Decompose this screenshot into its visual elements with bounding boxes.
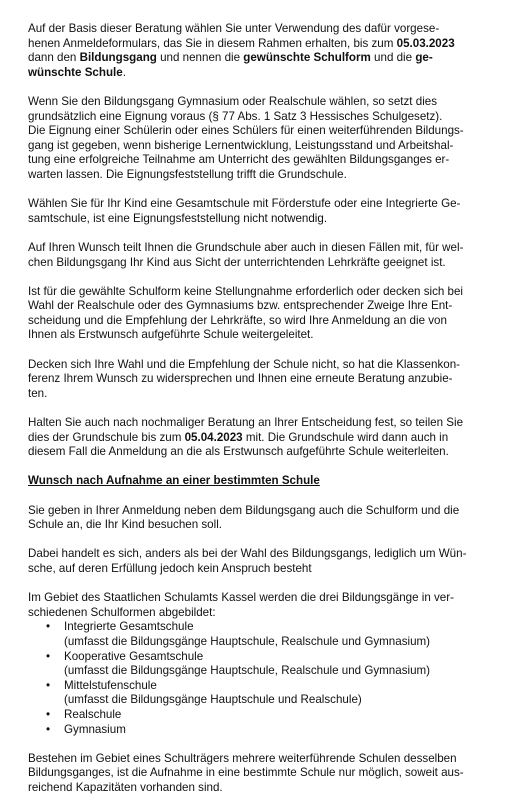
list-item [28,620,480,635]
bold-term: ge- [415,51,433,65]
text-line: Dabei handelt es sich, anders als bei der Wahl des Bildungsgangs, lediglich um Wün- [28,547,467,561]
text-line: Halten Sie auch nach nochmaliger Beratung an Ihrer Entscheidung fest, so teilen Sie [28,416,464,430]
list-item-title: Mittelstufenschule [64,678,157,692]
section-heading: Wunsch nach Aufnahme an einer bestimmten Schule [28,474,320,488]
paragraph-school-forms [28,591,480,620]
bold-term: wünschte Schule [28,65,123,79]
list-item [28,679,480,694]
text-line: warten lassen. Die Eignungsfeststellung trifft die Grundschule. [28,167,347,181]
text-line [28,51,480,66]
paragraph-request [28,241,480,270]
text-line: tung eine erfolgreiche Teilnahme am Unterricht des gewählten Bildungsganges er- [28,153,450,167]
text-line [28,37,480,52]
text-line: Schule an, die Ihr Kind besuchen soll. [28,518,222,532]
text-line: Ist für die gewählte Schulform keine Stellungnahme erforderlich oder decken sich bei [28,284,464,298]
paragraph-forwarding [28,285,480,343]
text-span: dies der Grundschule bis zum [28,430,185,444]
text-line: Sie geben in Ihrer Anmeldung neben dem Bildungsgang auch die Schulform und die [28,503,460,517]
bold-term: Bildungsgang [79,51,157,65]
text-span: und die [370,51,416,65]
text-line [28,431,480,446]
paragraph-capacity [28,752,480,795]
text-line: schiedenen Schulformen abgebildet: [28,605,216,619]
paragraph-conference [28,358,480,402]
list-item-title: Realschule [64,707,122,721]
paragraph-final-decision [28,416,480,460]
text-line: Wählen Sie für Ihr Kind eine Gesamtschule mit Förderstufe oder eine Integrierte Ge- [28,197,461,211]
list-item-note: (umfasst die Bildungsgänge Hauptschule, Realschule und Gymnasium) [64,634,431,648]
text-line: Im Gebiet des Staatlichen Schulamts Kassel werden die drei Bildungsgänge in ver- [28,591,454,605]
text-line: Bildungsganges, ist die Aufnahme in eine bestimmte Schule nur möglich, soweit aus- [28,766,464,780]
list-item-title: Integrierte Gesamtschule [64,620,194,634]
text-line: Decken sich Ihre Wahl und die Empfehlung der Schule nicht, so hat die Klassenkon- [28,357,461,371]
text-line: Die Eignung einer Schülerin oder eines Schülers für einen weiterführenden Bildungs- [28,124,464,138]
text-line: Auf der Basis dieser Beratung wählen Sie unter Verwendung des dafür vorgese- [28,22,440,35]
paragraph-registration [28,22,480,80]
text-line: ferenz Ihrem Wunsch zu widersprechen und Ihnen eine erneute Beratung anzubie- [28,372,453,386]
list-item-note: (umfasst die Bildungsgänge Hauptschule und Realschule) [64,693,362,707]
list-item [28,708,480,723]
deadline-date: 05.03.2023 [396,36,455,50]
text-span: . [122,65,126,79]
text-line: grundsätzlich eine Eignung voraus (§ 77 Abs. 1 Satz 3 Hessisches Schulgesetz). [28,109,443,123]
text-line: scheidung und die Empfehlung der Lehrkräfte, so wird Ihre Anmeldung an die von [28,313,447,327]
text-span: dann den [28,51,80,65]
text-span: mit. Die Grundschule wird dann auch in [242,430,449,444]
text-line: Ihnen als Erstwunsch aufgeführte Schule weitergeleitet. [28,328,314,342]
paragraph-wishes [28,547,480,576]
text-line: Wahl der Realschule oder des Gymnasiums bzw. entsprechender Zweige Ihre Ent- [28,299,453,313]
text-line: reichend Kapazitäten vorhanden sind. [28,780,223,794]
text-line: diesem Fall die Anmeldung an die als Erstwunsch aufgeführte Schule weiterleiten. [28,445,449,459]
list-item [28,650,480,665]
bold-term: gewünschte Schulform [243,51,371,65]
list-item-title: Kooperative Gesamtschule [64,649,204,663]
text-line: Bestehen im Gebiet eines Schulträgers mehrere weiterführende Schulen desselben [28,751,457,765]
school-form-list [28,620,480,737]
document-page [28,22,480,795]
list-item-title: Gymnasium [64,722,126,736]
text-line: Wenn Sie den Bildungsgang Gymnasium oder Realschule wählen, so setzt dies [28,94,438,108]
paragraph-eligibility [28,95,480,183]
text-span: und nennen die [156,51,244,65]
text-line: ten. [28,386,48,400]
paragraph-gesamtschule [28,197,480,226]
text-line: Auf Ihren Wunsch teilt Ihnen die Grundschule aber auch in diesen Fällen mit, für wel- [28,240,464,254]
text-line: sche, auf deren Erfüllung jedoch kein Anspruch besteht [28,561,312,575]
deadline-date: 05.04.2023 [184,430,243,444]
text-line: chen Bildungsgang Ihr Kind aus Sicht der unterrichtenden Lehrkräfte geeignet ist. [28,255,446,269]
text-line [28,66,480,81]
list-item [28,723,480,738]
paragraph-school-choice [28,504,480,533]
text-line: samtschule, ist eine Eignungsfeststellung nicht notwendig. [28,211,328,225]
text-span: henen Anmeldeformulars, das Sie in diesem Rahmen erhalten, bis zum [28,36,397,50]
list-item-note: (umfasst die Bildungsgänge Hauptschule, Realschule und Gymnasium) [64,664,431,678]
text-line: gang ist gegeben, wenn bisherige Lernentwicklung, Leistungsstand und Arbeitshal- [28,138,454,152]
